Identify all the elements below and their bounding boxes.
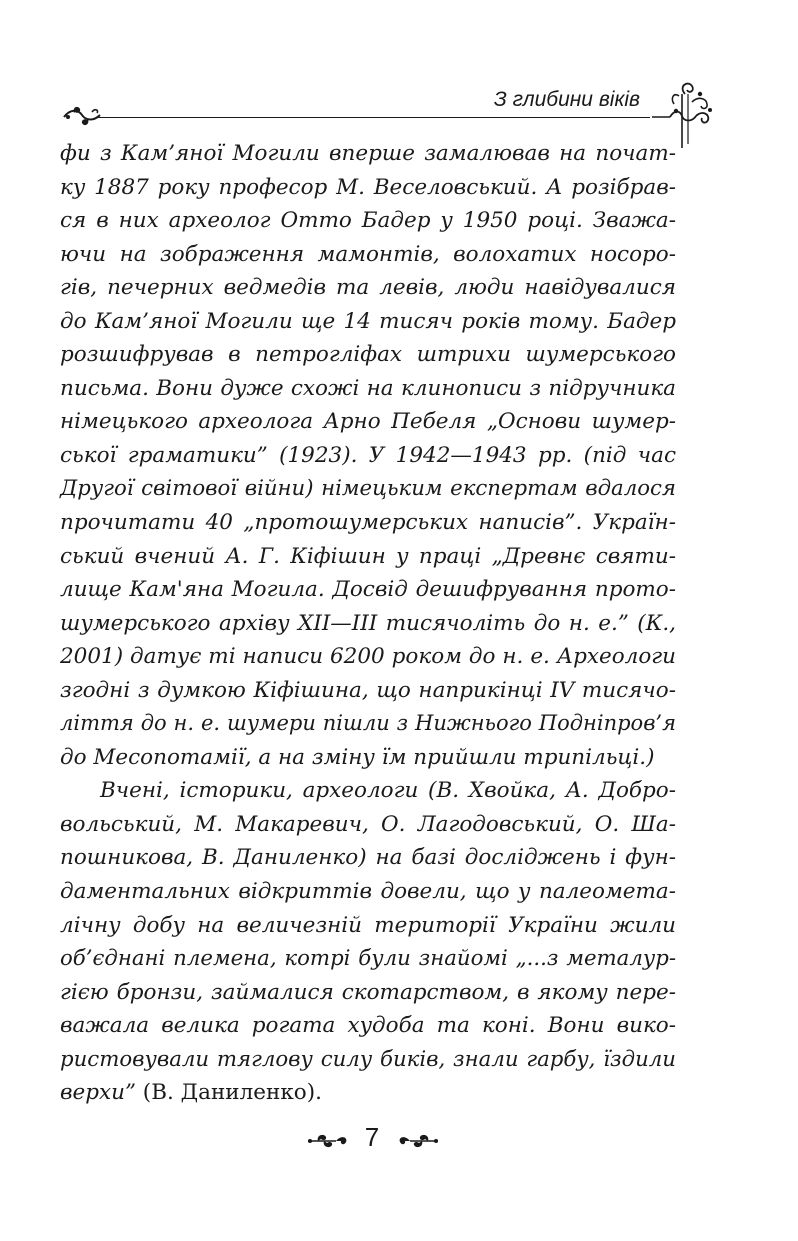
text-line: ючи на зображення мамонтів, волохатих носоро- <box>60 241 676 267</box>
text-line: письма. Вони дуже схожі на клинописи з підручника <box>60 375 676 401</box>
text-line: шумерського архіву XII—III тисячоліть до н. е.” (К., <box>60 610 676 636</box>
text-line: розшифрував в петрогліфах штрихи шумерського <box>60 342 676 368</box>
text-line: фи з Кам’яної Могили вперше замалював на почат- <box>60 141 676 166</box>
text-line: ліття до н. е. шумери пішли з Нижнього Подніпров’я <box>60 711 676 736</box>
text-line: гією бронзи, займалися скотарством, в якому пере- <box>60 979 676 1005</box>
text-line: ристовували тяглову силу биків, знали гарбу, їздили <box>60 1046 676 1072</box>
fleuron-left-icon <box>306 1132 350 1155</box>
text-line: ський вчений А. Г. Кіфішин у праці „Древнє святи- <box>60 543 676 569</box>
body-text <box>60 137 676 1110</box>
text-line: до Кам’яної Могили ще 14 тисяч років тому. Бадер <box>60 308 676 334</box>
text-line: 2001) датує ті написи 6200 роком до н. е. Археологи <box>60 644 676 670</box>
page-number: 7 <box>364 1122 380 1152</box>
text-line: пошникова, В. Даниленко) на базі досліджень і фун- <box>60 845 676 871</box>
text-line: прочитати 40 „протошумерських написів”. Україн- <box>60 510 676 536</box>
final-line-citation: (В. Даниленко). <box>135 1080 322 1106</box>
text-line: ської граматики” (1923). У 1942—1943 рр. (під час <box>60 442 676 468</box>
text-line: німецького археолога Арно Пебеля „Основи шумер- <box>60 409 676 435</box>
text-line: важала велика рогата худоба та коні. Вони вико- <box>60 1013 676 1039</box>
text-line: Другої світової війни) німецьким експертам вдалося <box>60 476 676 502</box>
text-line: гів, печерних ведмедів та левів, люди навідувалися <box>60 275 676 301</box>
paragraph-first-line: Вчені, історики, археологи (В. Хвойка, А. Добро- <box>100 778 676 804</box>
text-line: вольський, М. Макаревич, О. Лагодовський, О. Ша- <box>60 811 676 837</box>
fleuron-right-icon <box>396 1132 440 1155</box>
text-line: лище Кам'яна Могила. Досвід дешифрування прото- <box>60 577 676 603</box>
vine-flourish-icon <box>62 103 102 134</box>
running-header <box>0 80 798 140</box>
text-line: лічну добу на величезній території України жили <box>60 912 676 938</box>
page-footer <box>0 1122 798 1162</box>
text-line: згодні з думкою Кіфішина, що наприкінці IV тисячо- <box>60 677 676 703</box>
running-header-title: З глибини віків <box>493 88 640 111</box>
text-line: об’єднані племена, котрі були знайомі „...з металур- <box>60 946 676 972</box>
text-line: даментальних відкриттів довели, що у палеомета- <box>60 879 676 905</box>
text-line: ку 1887 року професор М. Веселовський. А розібрав- <box>60 174 676 200</box>
text-line: ся в них археолог Отто Бадер у 1950 році. Зважа- <box>60 208 676 234</box>
final-line-italic: верхи” <box>60 1080 136 1106</box>
header-rule <box>98 117 650 118</box>
final-text-line <box>60 1076 676 1110</box>
text-line: до Месопотамії, а на зміну їм прийшли трипільці.) <box>60 744 655 770</box>
